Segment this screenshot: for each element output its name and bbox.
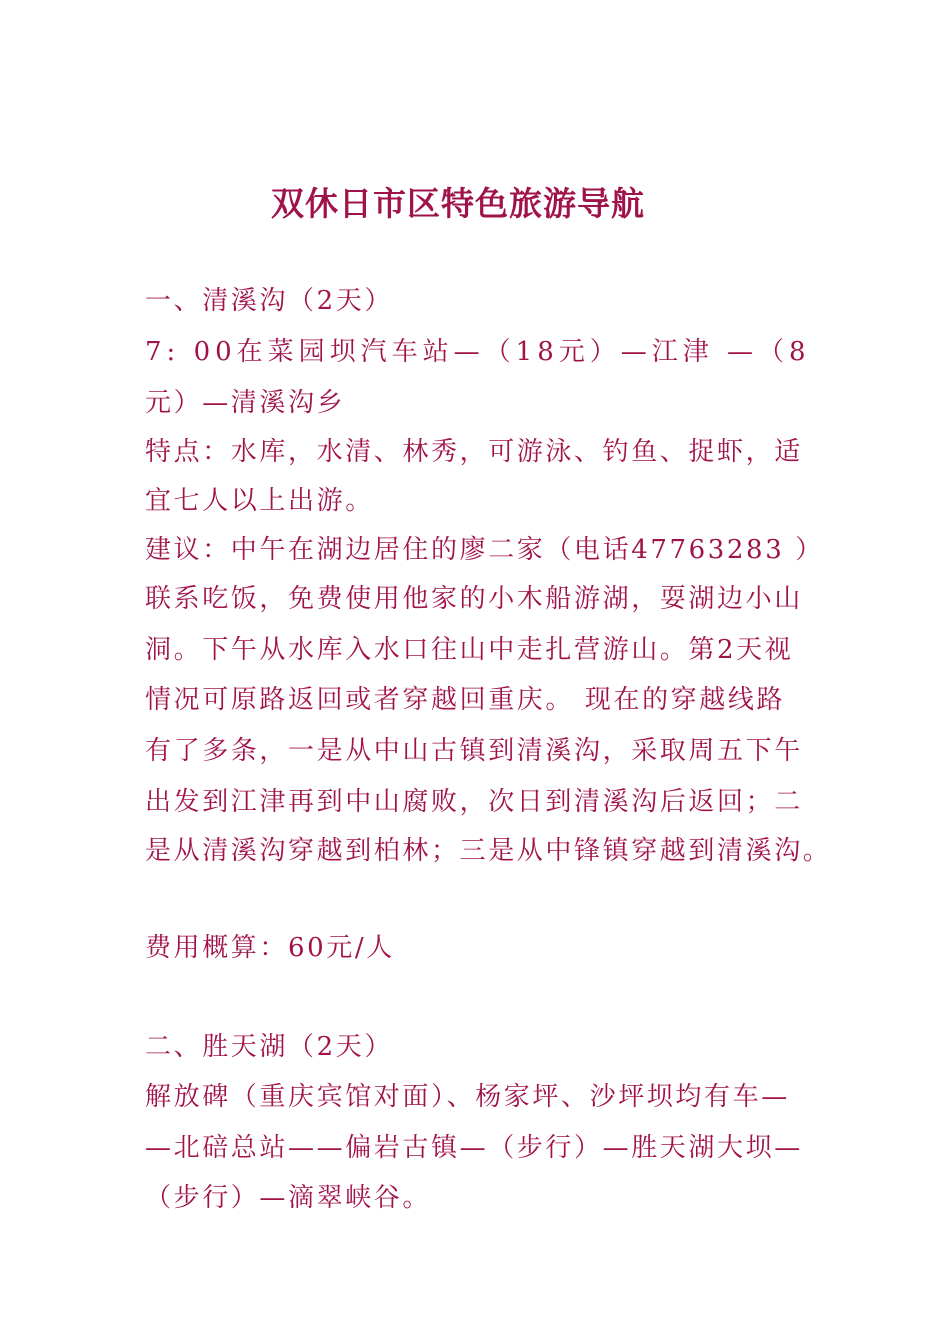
section-1-route-line-2: 元）—清溪沟乡 — [145, 388, 346, 418]
section-2-route-line-1: 解放碑（重庆宾馆对面）、杨家坪、沙坪坝均有车— — [145, 1082, 790, 1112]
section-1-route-line-1: 7: 00在菜园坝汽车站—（18元）—江津 —（8 — [145, 337, 811, 367]
section-2-route-line-3: （步行）—滴翠峡谷。 — [145, 1183, 432, 1213]
section-1-advice-line-5: 有了多条，一是从中山古镇到清溪沟，采取周五下午 — [145, 736, 803, 766]
section-1-advice-line-2: 联系吃饭，免费使用他家的小木船游湖，耍湖边小山 — [145, 584, 803, 614]
section-1-heading: 一、清溪沟（2天） — [145, 286, 393, 316]
document-title: 双休日市区特色旅游导航 — [271, 184, 645, 223]
section-1-cost: 费用概算：60元/人 — [145, 933, 395, 963]
section-1-advice-line-1: 建议：中午在湖边居住的廖二家（电话47763283 ） — [145, 535, 824, 565]
section-2-route-line-2: —北碚总站——偏岩古镇—（步行）—胜天湖大坝— — [145, 1133, 803, 1163]
section-2-heading: 二、胜天湖（2天） — [145, 1032, 393, 1062]
section-1-advice-line-3: 洞。下午从水库入水口往山中走扎营游山。第2天视 — [145, 635, 794, 665]
section-1-features-line-1: 特点：水库，水清、林秀，可游泳、钓鱼、捉虾，适 — [145, 437, 803, 467]
section-1-features-line-2: 宜七人以上出游。 — [145, 486, 374, 516]
section-1-advice-line-7: 是从清溪沟穿越到柏林；三是从中锋镇穿越到清溪沟。 — [145, 836, 832, 866]
section-1-advice-line-6: 出发到江津再到中山腐败，次日到清溪沟后返回；二 — [145, 787, 803, 817]
section-1-advice-line-4: 情况可原路返回或者穿越回重庆。 现在的穿越线路 — [145, 685, 786, 715]
